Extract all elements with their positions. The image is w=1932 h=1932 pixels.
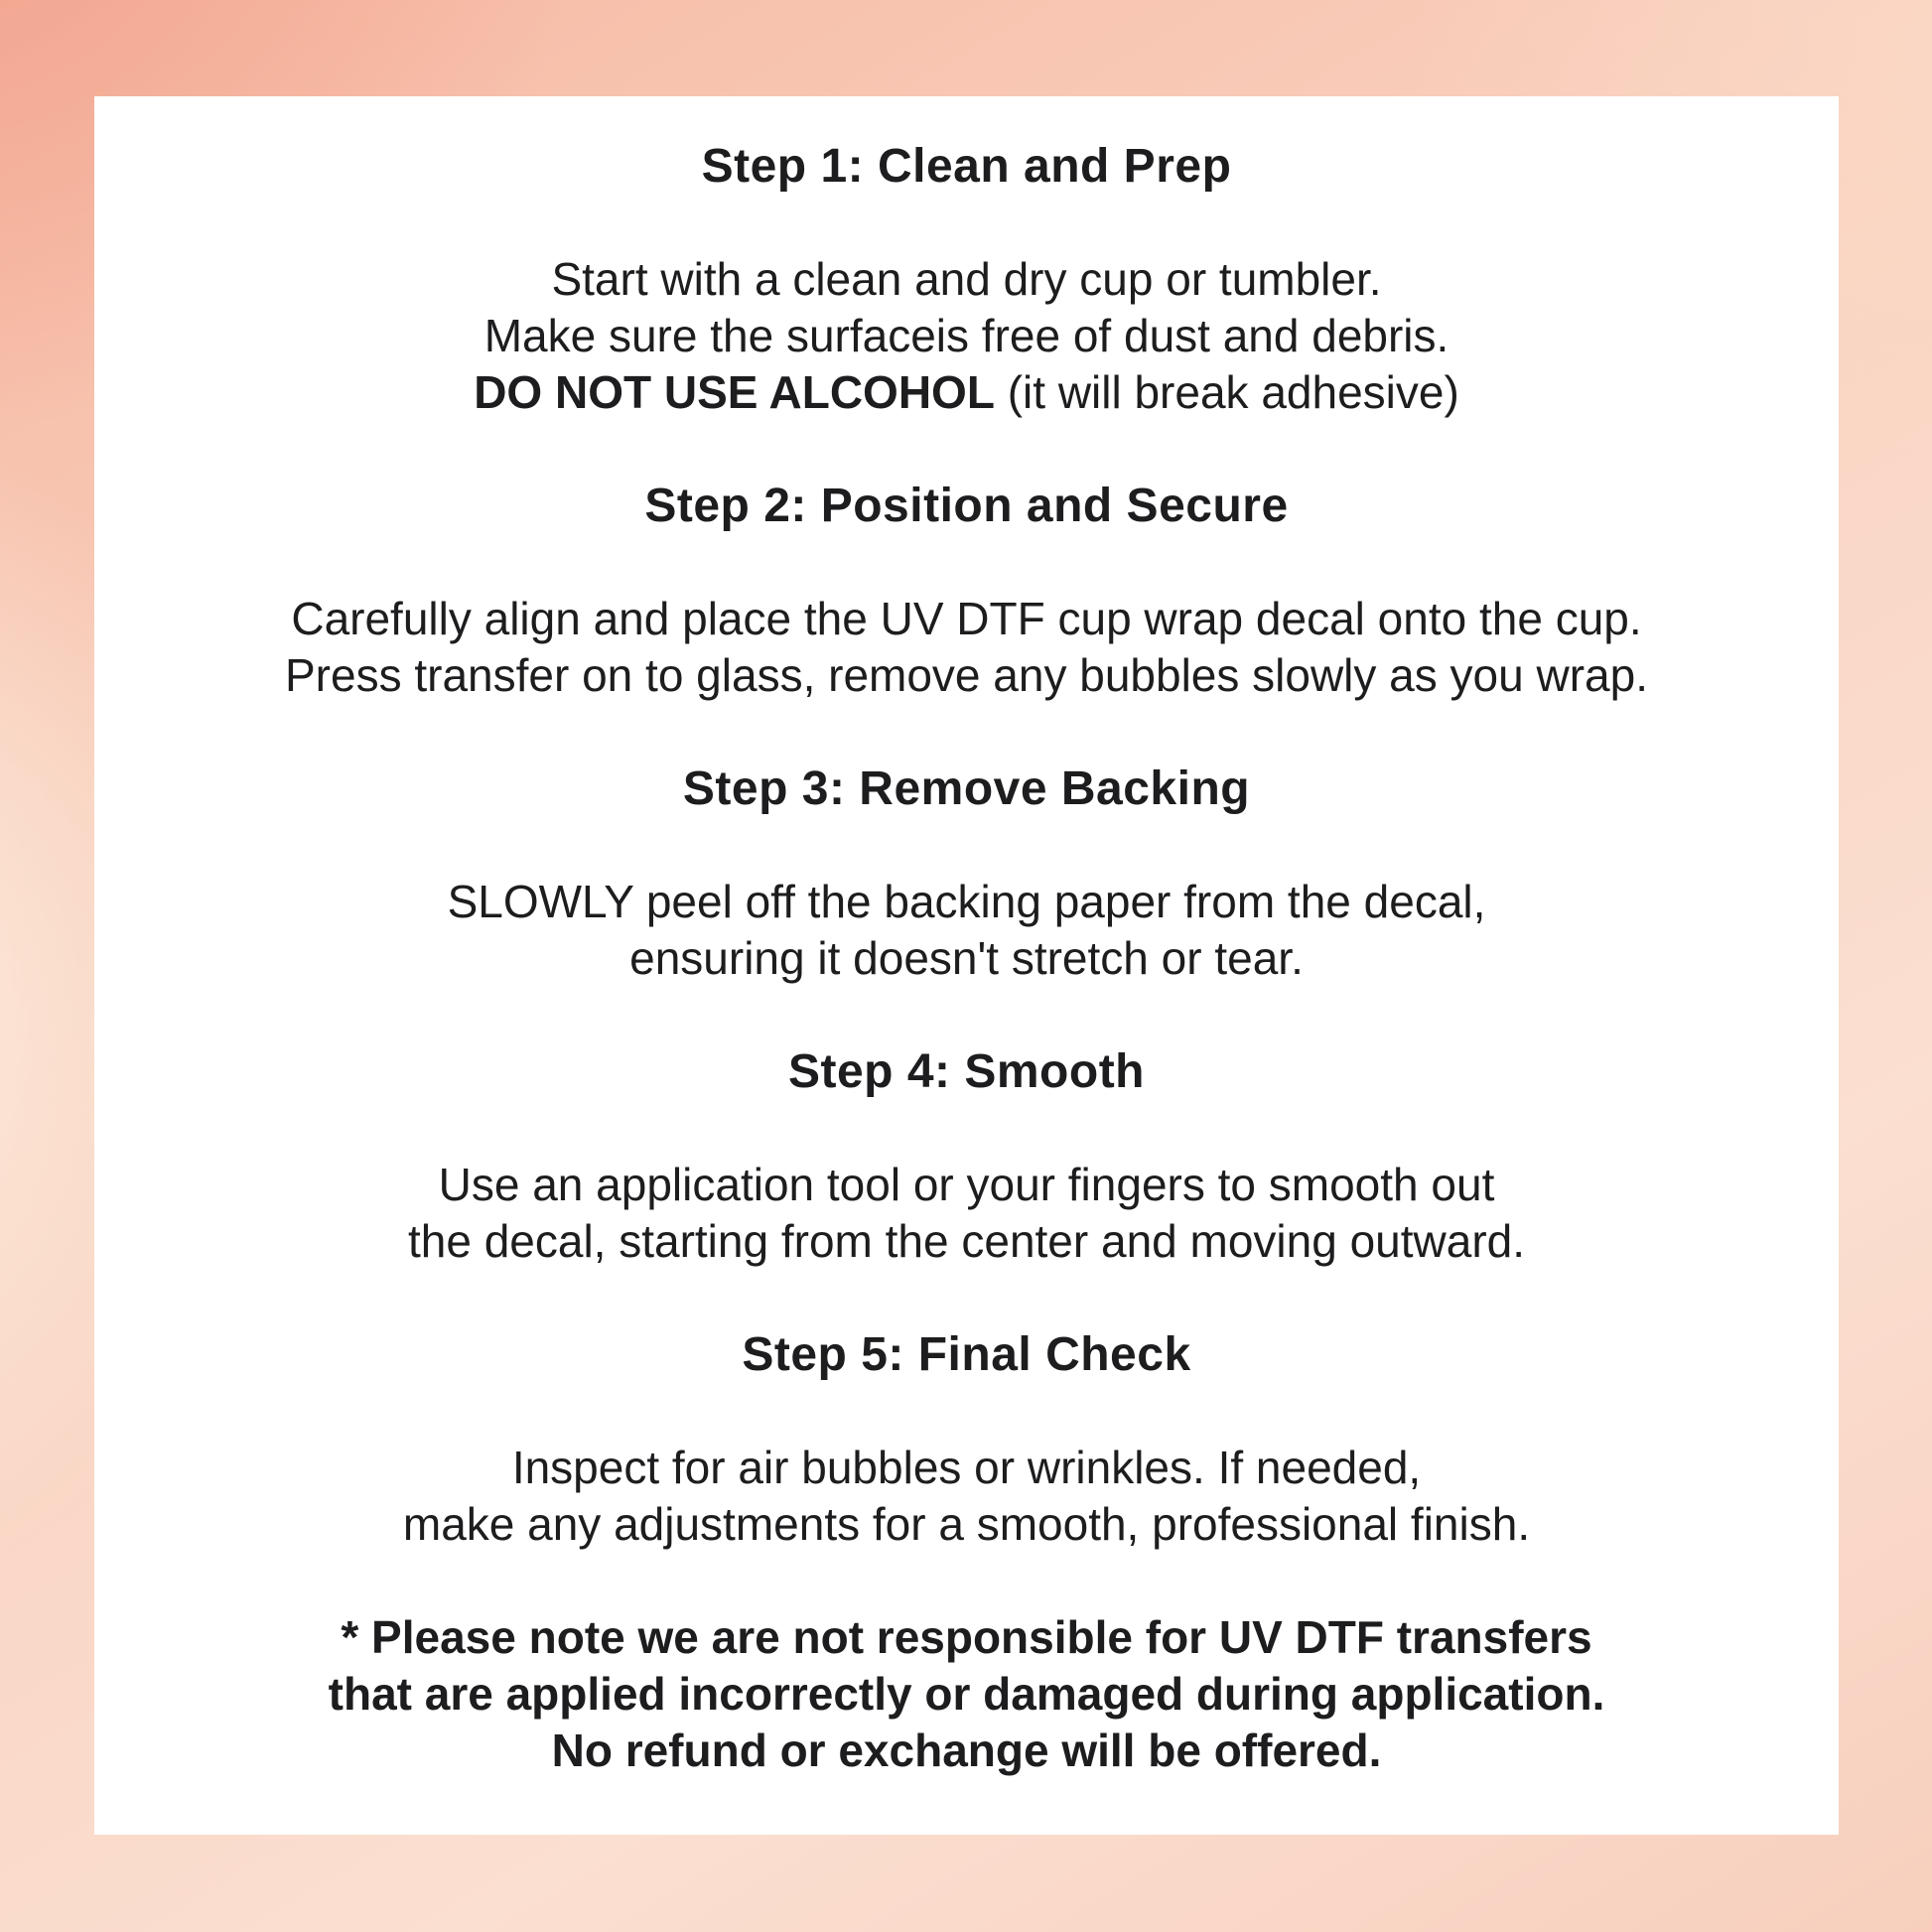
alcohol-warning-bold: DO NOT USE ALCOHOL	[474, 366, 995, 418]
step-5-line-2: make any adjustments for a smooth, professional finish.	[402, 1498, 1531, 1550]
step-2-heading: Step 2: Position and Secure	[644, 480, 1289, 532]
step-2-line-1: Carefully align and place the UV DTF cup wrap decal onto the cup.	[291, 593, 1642, 644]
step-1-alcohol-warning	[122, 364, 1811, 421]
step-4-line-2: the decal, starting from the center and moving outward.	[407, 1215, 1526, 1267]
step-3-line-2: ensuring it doesn't stretch or tear.	[629, 932, 1304, 984]
disclaimer-line-1: * Please note we are not responsible for UV DTF transfers	[341, 1611, 1592, 1663]
disclaimer-line-2: that are applied incorrectly or damaged during application.	[328, 1668, 1605, 1720]
step-2-line-2: Press transfer on to glass, remove any bubbles slowly as you wrap.	[285, 649, 1648, 701]
step-5-section	[122, 1326, 1811, 1553]
step-4-section	[122, 1043, 1811, 1270]
step-4-heading: Step 4: Smooth	[787, 1045, 1145, 1098]
step-1-paragraph	[122, 251, 1811, 421]
step-4-line-1: Use an application tool or your fingers to smooth out	[438, 1159, 1495, 1210]
step-3-paragraph	[122, 874, 1811, 987]
alcohol-warning-rest: (it will break adhesive)	[994, 366, 1459, 418]
step-5-paragraph	[122, 1440, 1811, 1553]
disclaimer-line-3: No refund or exchange will be offered.	[551, 1725, 1382, 1776]
step-1-heading: Step 1: Clean and Prep	[701, 140, 1232, 193]
instruction-card	[94, 96, 1839, 1835]
step-5-heading: Step 5: Final Check	[742, 1328, 1191, 1381]
step-1-line-1: Start with a clean and dry cup or tumbler.	[551, 253, 1382, 305]
step-5-line-1: Inspect for air bubbles or wrinkles. If needed,	[511, 1442, 1422, 1493]
disclaimer	[122, 1609, 1811, 1779]
step-4-paragraph	[122, 1157, 1811, 1270]
step-1-line-2: Make sure the surfaceis free of dust and debris.	[483, 310, 1449, 361]
step-3-section	[122, 760, 1811, 987]
step-3-heading: Step 3: Remove Backing	[682, 762, 1251, 815]
step-2-paragraph	[122, 591, 1811, 704]
step-2-section	[122, 478, 1811, 704]
step-3-line-1: SLOWLY peel off the backing paper from the decal,	[447, 876, 1486, 927]
step-1-section	[122, 138, 1811, 421]
